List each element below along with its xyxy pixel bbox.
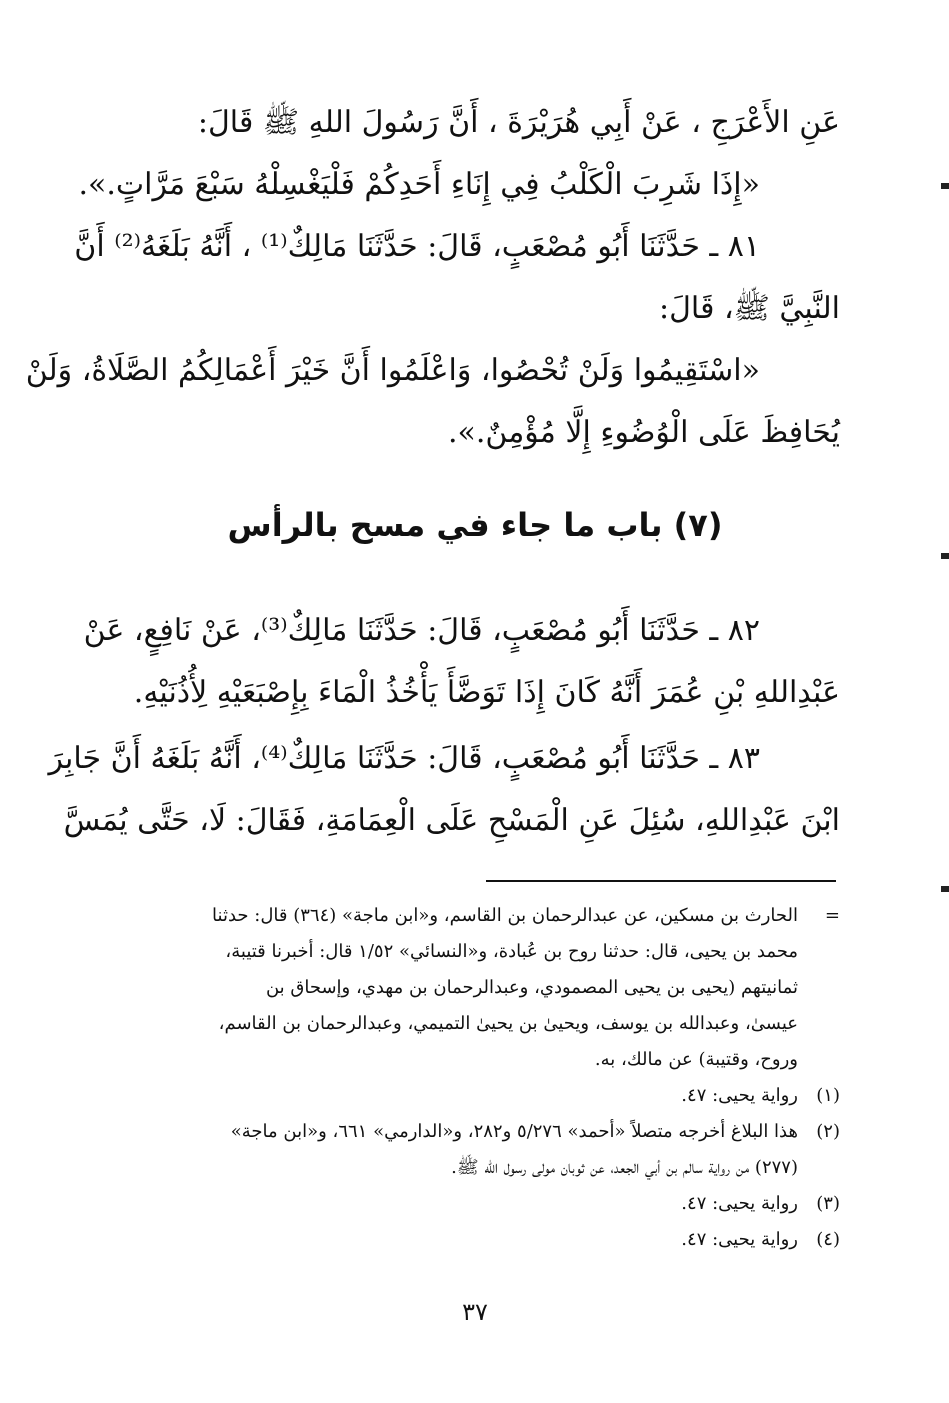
footnote-line: رواية يحيى: ٤٧. — [681, 1229, 798, 1250]
hadith-quote-line: «اسْتَقِيمُوا وَلَنْ تُحْصُوا، وَاعْلَمُوا أَنَّ خَيْرَ أَعْمَالِكُمُ الصَّلَاةُ، وَلَنْ — [25, 353, 760, 388]
footnote-3 — [150, 1186, 840, 1222]
scan-edge-mark — [941, 183, 949, 189]
footnote-marker: = — [824, 905, 840, 926]
footnote-line: هذا البلاغ أخرجه متصلاً «أحمد» ٥/٢٧٦ و٢٨٢، و«الدارمي» ٦٦١، و«ابن ماجة» — [230, 1121, 798, 1142]
page-number: ٣٧ — [462, 1298, 488, 1326]
footnote-2 — [150, 1114, 840, 1186]
footnote-marker: (٢) — [816, 1121, 840, 1142]
footnote-line: رواية يحيى: ٤٧. — [681, 1085, 798, 1106]
footnote-4 — [150, 1222, 840, 1258]
text-line: عَبْدِاللهِ بْنِ عُمَرَ أَنَّهُ كَانَ إِذَا تَوَضَّأَ يَأْخُذُ الْمَاءَ بِإِصْبَعَيْهِ لِأُذُنَيْهِ. — [133, 675, 840, 710]
scan-edge-mark — [941, 553, 949, 559]
main-text-block-1 — [25, 92, 840, 464]
hadith-81-line: ٨١ ـ حَدَّثَنَا أَبُو مُصْعَبٍ، قَالَ: حَدَّثَنَا مَالِكٌ⁽¹⁾ ، أَنَّهُ بَلَغَهُ⁽²⁾ أَنَّ — [74, 229, 760, 264]
hadith-82-line: ٨٢ ـ حَدَّثَنَا أَبُو مُصْعَبٍ، قَالَ: حَدَّثَنَا مَالِكٌ⁽³⁾، عَنْ نَافِعٍ، عَنْ — [83, 613, 760, 648]
footnote-1 — [150, 1078, 840, 1114]
hadith-quote-line: «إِذَا شَرِبَ الْكَلْبُ فِي إِنَاءِ أَحَدِكُمْ فَلْيَغْسِلْهُ سَبْعَ مَرَّاتٍ.». — [78, 167, 760, 202]
footnote-line: رواية يحيى: ٤٧. — [681, 1193, 798, 1214]
footnote-text — [150, 1078, 798, 1114]
footnote-line: وروح، وقتيبة) عن مالك، به. — [594, 1049, 798, 1070]
footnote-continuation — [150, 898, 840, 1078]
text-line: عَنِ الأَعْرَجِ ، عَنْ أَبِي هُرَيْرَةَ ، أَنَّ رَسُولَ اللهِ ﷺ قَالَ: — [197, 105, 840, 140]
hadith-83-line: ٨٣ ـ حَدَّثَنَا أَبُو مُصْعَبٍ، قَالَ: حَدَّثَنَا مَالِكٌ⁽⁴⁾، أَنَّهُ بَلَغَهُ أَنَّ جَابِرَ — [48, 741, 760, 776]
footnote-text — [150, 1114, 798, 1186]
footnote-text — [150, 898, 798, 1078]
footnote-marker: (٤) — [816, 1229, 840, 1250]
main-text-block-2 — [83, 600, 840, 724]
text-line: النَّبِيَّ ﷺ، قَالَ: — [659, 291, 840, 326]
chapter-heading: (٧) باب ما جاء في مسح بالرأس — [227, 506, 723, 544]
footnote-text — [150, 1222, 798, 1258]
footnote-marker: (١) — [816, 1085, 840, 1106]
scan-edge-mark — [941, 886, 949, 892]
footnote-line: الحارث بن مسكين، عن عبدالرحمان بن القاسم، و«ابن ماجة» (٣٦٤) قال: حدثنا — [212, 905, 798, 926]
footnotes — [150, 898, 840, 1258]
footnote-line: محمد بن يحيى، قال: حدثنا روح بن عُبادة، و«النسائي» ١/٥٢ قال: أخبرنا قتيبة، — [225, 941, 798, 962]
footnote-marker: (٣) — [816, 1193, 840, 1214]
footnote-line: عيسىٰ، وعبدالله بن يوسف، ويحيىٰ بن يحيىٰ التميمي، وعبدالرحمان بن القاسم، — [218, 1013, 798, 1034]
footnote-line: ثمانيتهم (يحيى بن يحيى المصمودي، وعبدالرحمان بن مهدي، وإسحاق بن — [265, 977, 798, 998]
text-line: يُحَافِظَ عَلَى الْوُضُوءِ إِلَّا مُؤْمِنٌ.». — [447, 415, 840, 450]
footnote-text — [150, 1186, 798, 1222]
main-text-block-3 — [48, 728, 840, 852]
footnote-divider — [486, 880, 836, 882]
footnote-line: (٢٧٧) من رواية سالم بن أبي الجعد، عن ثوبان مولى رسول الله ﷺ. — [451, 1157, 798, 1178]
text-line: ابْنَ عَبْدِاللهِ، سُئِلَ عَنِ الْمَسْحِ عَلَى الْعِمَامَةِ، فَقَالَ: لَا، حَتَّى يُمَسَّ — [63, 803, 840, 838]
